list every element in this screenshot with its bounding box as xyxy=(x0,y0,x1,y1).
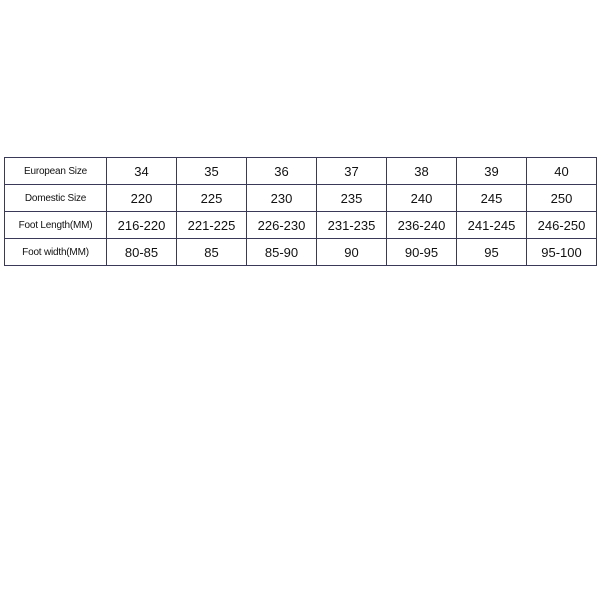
table-cell: 241-245 xyxy=(457,212,527,239)
table-cell: 225 xyxy=(177,185,247,212)
table-cell: 216-220 xyxy=(107,212,177,239)
table-cell: 231-235 xyxy=(317,212,387,239)
table-cell: 85-90 xyxy=(247,239,317,266)
table-row-european-size xyxy=(5,158,597,185)
table-row-foot-width xyxy=(5,239,597,266)
table-cell: 95 xyxy=(457,239,527,266)
table-cell: 220 xyxy=(107,185,177,212)
table-cell: 226-230 xyxy=(247,212,317,239)
table-cell: 85 xyxy=(177,239,247,266)
table-cell: 240 xyxy=(387,185,457,212)
table-cell: 250 xyxy=(527,185,597,212)
table-cell: 235 xyxy=(317,185,387,212)
table-cell: 221-225 xyxy=(177,212,247,239)
row-label: Foot width(MM) xyxy=(5,239,107,266)
table-cell: 36 xyxy=(247,158,317,185)
table-row-domestic-size xyxy=(5,185,597,212)
size-chart-table xyxy=(4,157,597,266)
table-cell: 236-240 xyxy=(387,212,457,239)
table-cell: 40 xyxy=(527,158,597,185)
row-label: Domestic Size xyxy=(5,185,107,212)
table-cell: 80-85 xyxy=(107,239,177,266)
table-cell: 245 xyxy=(457,185,527,212)
table-row-foot-length xyxy=(5,212,597,239)
row-label: European Size xyxy=(5,158,107,185)
table-cell: 38 xyxy=(387,158,457,185)
table-cell: 37 xyxy=(317,158,387,185)
table-cell: 90 xyxy=(317,239,387,266)
table-cell: 35 xyxy=(177,158,247,185)
table-cell: 230 xyxy=(247,185,317,212)
table-cell: 39 xyxy=(457,158,527,185)
row-label: Foot Length(MM) xyxy=(5,212,107,239)
table-cell: 90-95 xyxy=(387,239,457,266)
table-cell: 95-100 xyxy=(527,239,597,266)
table-cell: 34 xyxy=(107,158,177,185)
table-cell: 246-250 xyxy=(527,212,597,239)
